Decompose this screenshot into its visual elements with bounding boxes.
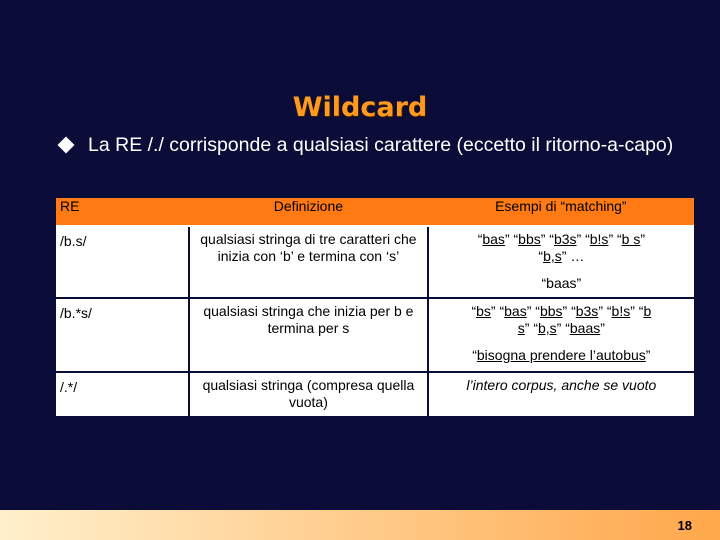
footer-bar (0, 510, 720, 540)
table-row (56, 372, 694, 416)
wildcard-table (56, 198, 694, 416)
examples-line: “bas” “bbs” “b3s” “b!s” “b s” (477, 231, 646, 247)
header-examples: Esempi di “matching” (428, 198, 694, 226)
definition-cell: qualsiasi stringa di tre caratteri che inizia con ‘b’ e termina con ‘s’ (189, 226, 428, 298)
bullet-point (54, 133, 694, 158)
examples-line: s” “b,s” “baas” (517, 320, 605, 336)
bullet-text: La RE /./ corrisponde a qualsiasi carattere (eccetto il ritorno-a-capo) (88, 134, 674, 156)
header-definition: Definizione (189, 198, 428, 226)
examples-extra: “bisogna prendere l’autobus” (472, 347, 651, 363)
examples-line: “bs” “bas” “bbs” “b3s” “b!s” “b (471, 303, 652, 319)
definition-cell: qualsiasi stringa (compresa quella vuota) (189, 372, 428, 416)
examples-cell (428, 226, 694, 298)
re-cell: /b.*s/ (56, 298, 189, 372)
examples-extra: “baas” (541, 275, 582, 291)
re-cell: /.*/ (60, 379, 78, 395)
examples-cell (428, 298, 694, 372)
examples-cell: l’intero corpus, anche se vuoto (428, 372, 694, 416)
examples-line: “b,s” … (538, 248, 585, 264)
re-cell: /b.s/ (56, 226, 189, 298)
table-row (56, 298, 694, 372)
diamond-bullet-icon (58, 137, 75, 154)
header-re: RE (56, 198, 189, 226)
table-header-row (56, 198, 694, 226)
page-number: 18 (677, 518, 692, 533)
definition-cell: qualsiasi stringa che inizia per b e termina per s (189, 298, 428, 372)
table-row (56, 226, 694, 298)
slide-title: Wildcard (292, 92, 428, 123)
